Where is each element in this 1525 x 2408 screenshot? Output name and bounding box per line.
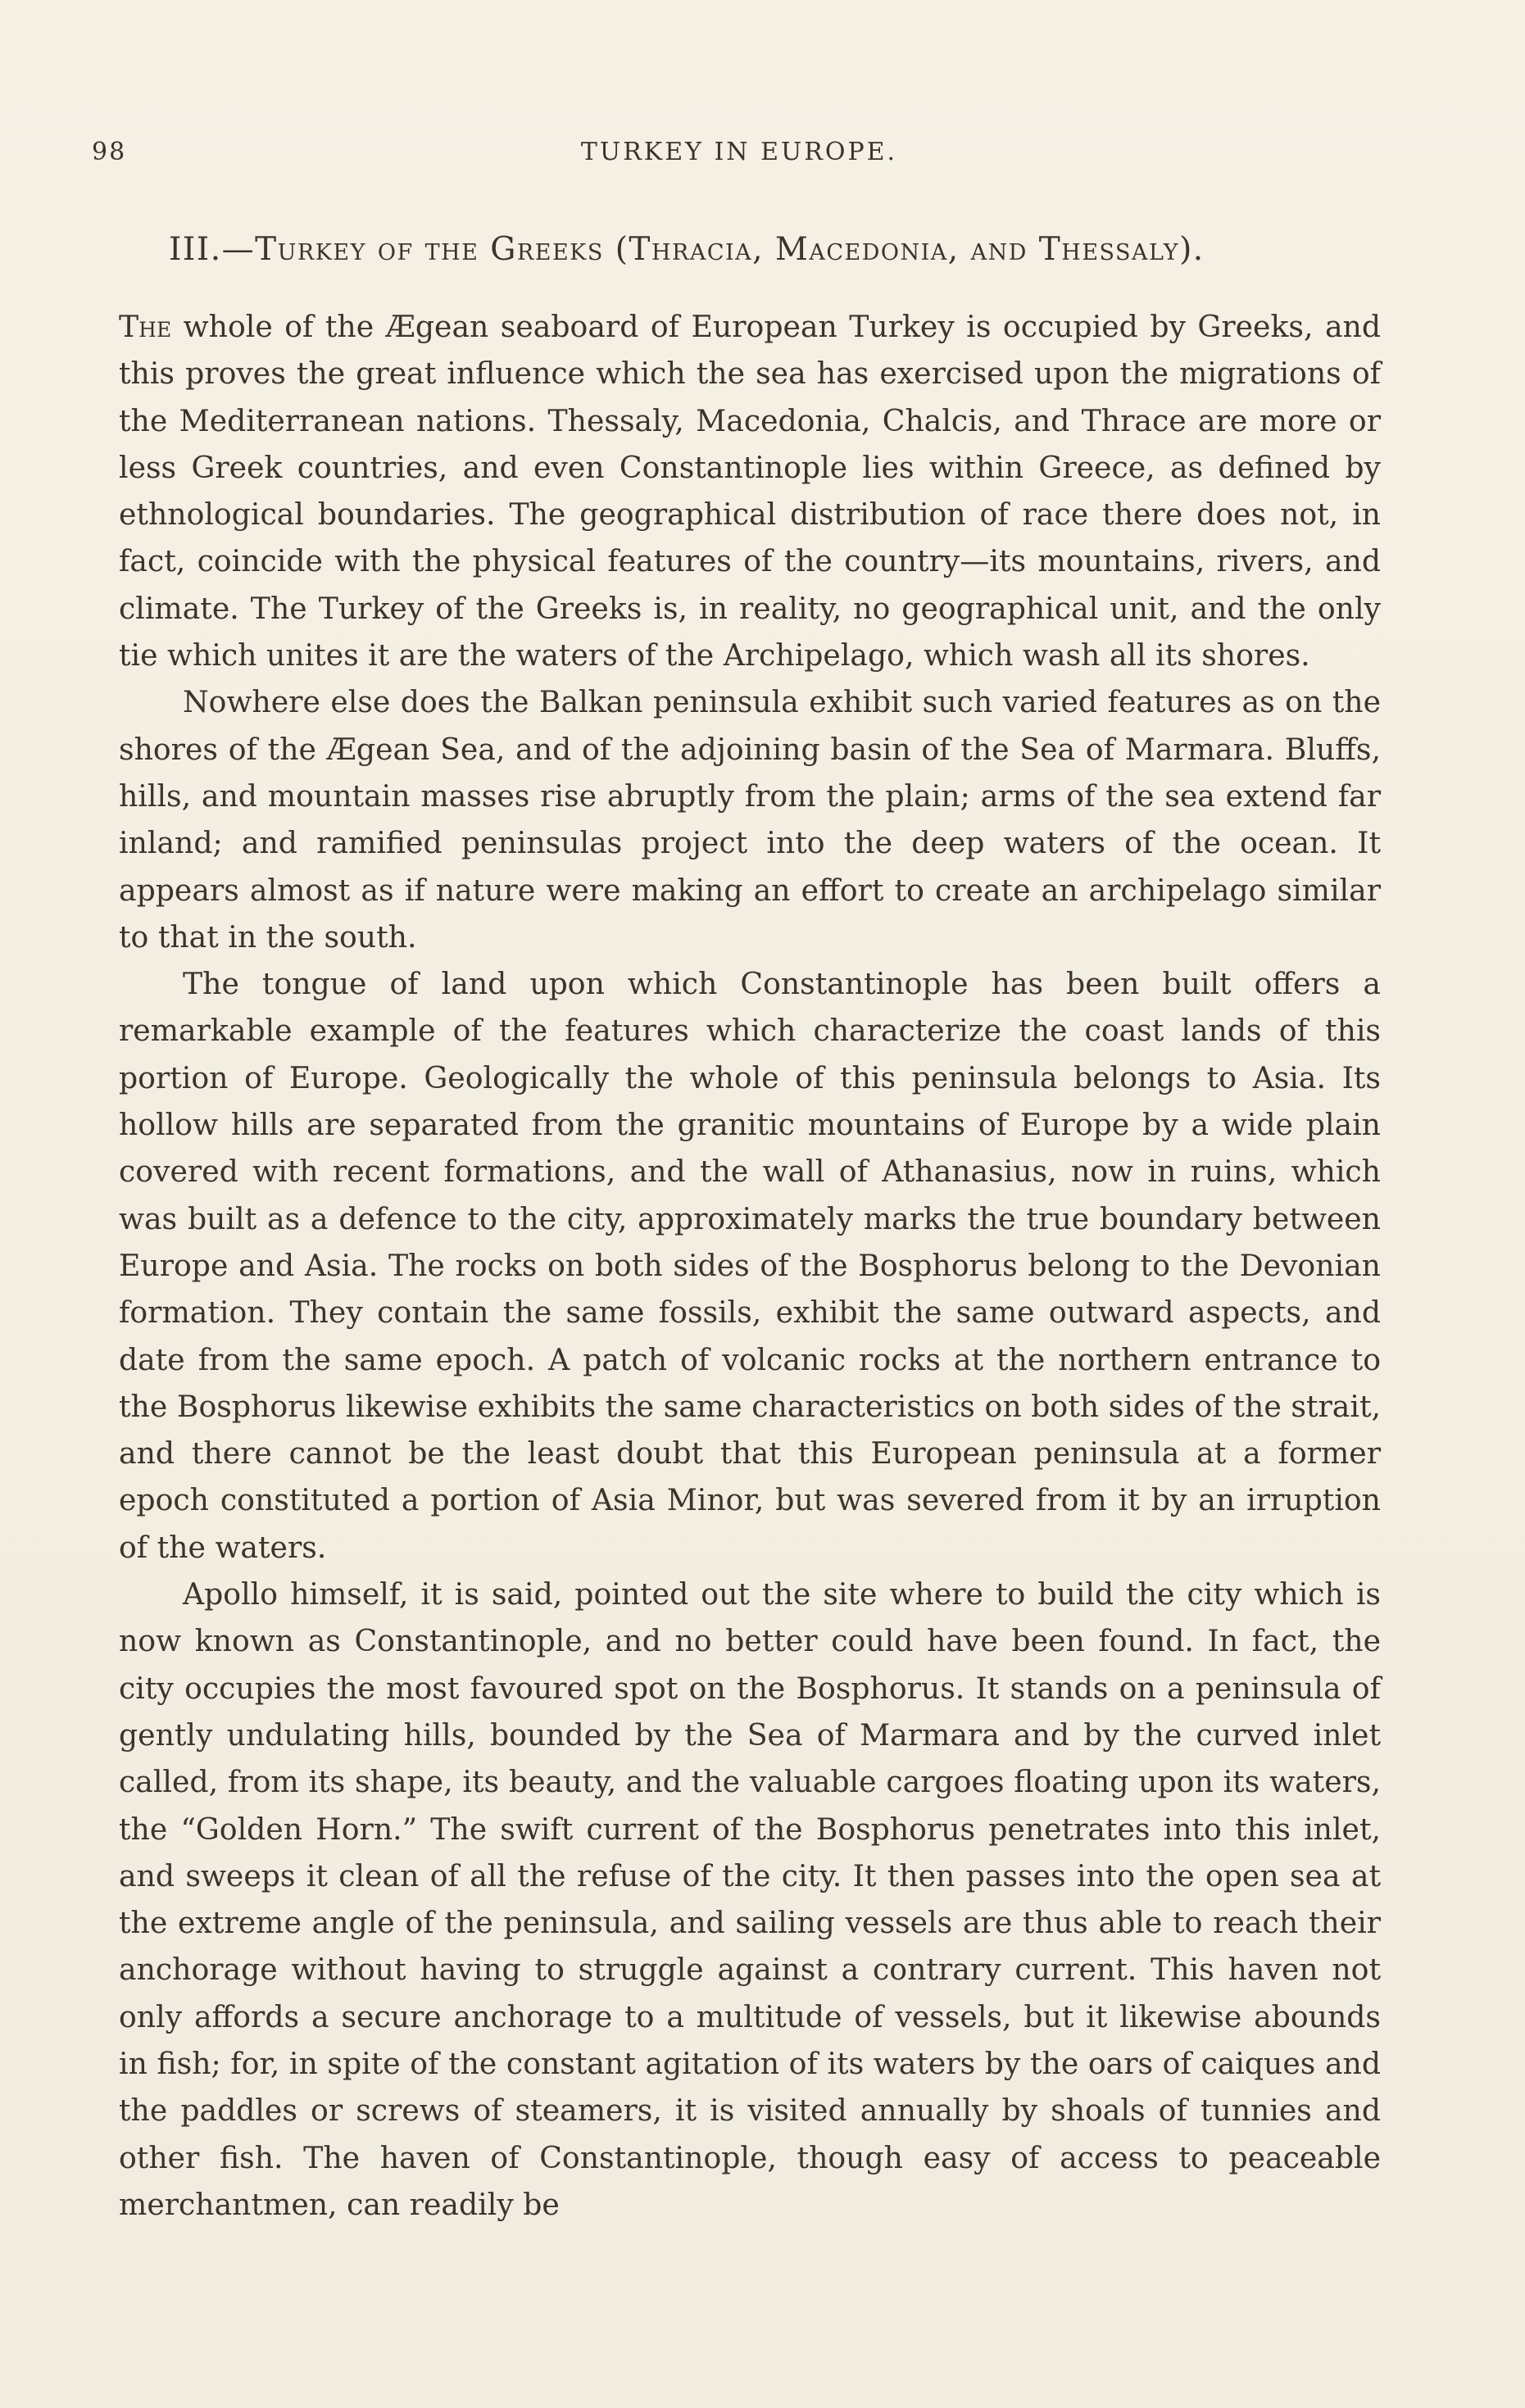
section-heading (169, 231, 1398, 268)
running-head (92, 138, 1387, 179)
paragraph-1 (119, 303, 1381, 678)
running-title: TURKEY IN EUROPE. (580, 138, 898, 166)
section-number: III. (169, 231, 222, 268)
section-dash: — (221, 231, 256, 268)
paragraph-4: Apollo himself, it is said, pointed out the site where to build the city which is now known as Constantinople, and no better could have been found. In fact, the city occupies the most favoured spot on the Bosphorus. It stands on a peninsula of gently undulating hills, bounded by the Sea of Marmara and by the curved inlet called, from its shape, its beauty, and the valuable cargoes floating upon its waters, the “Golden Horn.” The swift current of the Bosphorus penetrates into this inlet, and sweeps it clean of all the refuse of the city. It then passes into the open sea at the extreme angle of the peninsula, and sailing vessels are thus able to reach their anchorage without having to struggle against a contrary current. This haven not only affords a secure anchorage to a multitude of vessels, but it likewise abounds in fish; for, in spite of the constant agitation of its waters by the oars of caiques and the paddles or screws of steamers, it is visited annually by shoals of tunnies and other fish. The haven of Constantinople, though easy of access to peaceable merchantmen, can readily be (119, 1576, 1381, 2222)
paragraph-3: The tongue of land upon which Constantinople has been built offers a remarkable example of the features which characterize the coast lands of this portion of Europe. Geologically the whole of this peninsula belongs to Asia. Its hollow hills are separated from the granitic mountains of Europe by a wide plain covered with recent formations, and the wall of Athanasius, now in ruins, which was built as a defence to the city, approximately marks the true boundary between Europe and Asia. The rocks on both sides of the Bosphorus belong to the Devonian formation. They contain the same fossils, exhibit the same outward aspects, and date from the same epoch. A patch of volcanic rocks at the northern entrance to the Bosphorus likewise exhibits the same characteristics on both sides of the strait, and there cannot be the least doubt that this European peninsula at a former epoch constituted a portion of Asia Minor, but was severed from it by an irruption of the waters. (119, 966, 1381, 1565)
paragraph-2: Nowhere else does the Balkan peninsula exhibit such varied features as on the shores of the Ægean Sea, and of the adjoining basin of the Sea of Marmara. Bluffs, hills, and mountain masses rise abruptly from the plain; arms of the sea extend far inland; and ramified peninsulas project into the deep waters of the ocean. It appears almost as if nature were making an effort to create an archipelago similar to that in the south. (119, 684, 1381, 955)
paragraph-lead-word: The (119, 309, 172, 344)
paragraph-text: whole of the Ægean seaboard of European Turkey is occupied by Greeks, and this proves the great influence which the sea has exercised upon the migrations of the Mediterranean nations. Thessaly, Macedonia, Chalcis, and Thrace are more or less Greek countries, and even Constantinople lies within Greece, as defined by ethnological boundaries. The geographical distribution of race there does not, in fact, coincide with the physical features of the country—its mountains, rivers, and climate. The Turkey of the Greeks is, in reality, no geographical unit, and the only tie which unites it are the waters of the Archipelago, which wash all its shores. (119, 309, 1381, 673)
page-number: 98 (92, 138, 127, 166)
body-text (119, 303, 1381, 2228)
section-title: Turkey of the Greeks (Thracia, Macedonia, and Thessaly). (255, 231, 1205, 268)
